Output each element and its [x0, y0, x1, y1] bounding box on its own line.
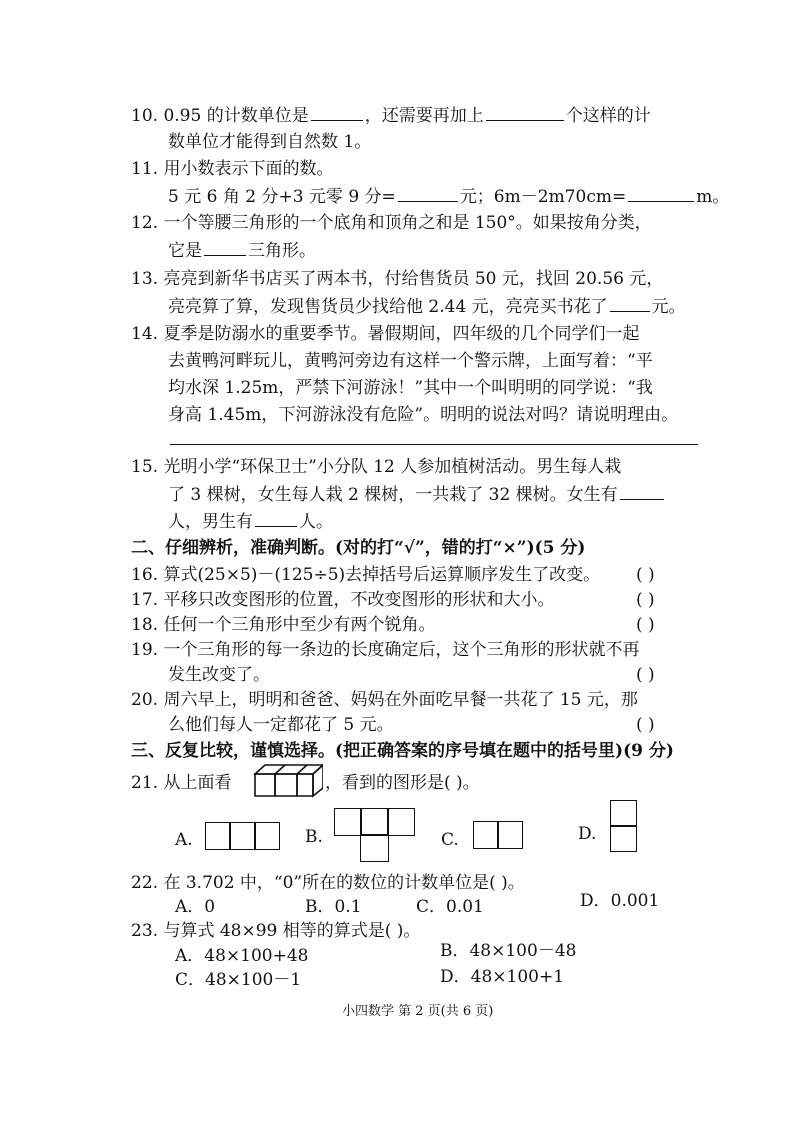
question-text: 一个等腰三角形的一个底角和顶角之和是 150°。如果按角分类，	[163, 213, 652, 233]
question-number: 14.	[131, 324, 159, 344]
question-14-line-2: 去黄鸭河畔玩儿，黄鸭河旁边有这样一个警示牌，上面写着：“平	[168, 351, 653, 371]
square-cell	[205, 822, 231, 850]
question-text: 了 3 棵树，女生每人栽 2 棵树，一共栽了 32 棵树。女生有	[168, 485, 618, 505]
question-14-line-1	[131, 323, 639, 345]
question-text: 从上面看	[163, 773, 232, 793]
question-text: ，还需要再加上	[364, 106, 484, 126]
question-text: 三角形。	[248, 241, 316, 261]
question-text: 个这样的计	[565, 106, 651, 126]
square-cell	[610, 825, 637, 852]
answer-parentheses[interactable]: ( )	[636, 615, 655, 635]
question-number: 15.	[131, 457, 159, 477]
question-13-line-1	[131, 268, 663, 290]
square-cell	[334, 808, 362, 836]
question-14-line-3: 均水深 1.25m，严禁下河游泳！”其中一个叫明明的同学说：“我	[168, 378, 653, 398]
option-b-figure[interactable]	[334, 808, 415, 862]
question-number: 16.	[131, 565, 159, 585]
square-cell	[473, 821, 499, 849]
question-number: 22.	[131, 873, 159, 893]
question-15-line-2	[168, 483, 666, 506]
square-cell	[360, 834, 389, 862]
question-23	[131, 920, 420, 942]
question-text: m。	[696, 187, 730, 207]
question-number: 20.	[131, 690, 159, 710]
answer-parentheses[interactable]: ( )	[636, 565, 655, 585]
question-11-line-1	[131, 158, 333, 180]
option-d-figure[interactable]	[610, 800, 637, 852]
question-15-line-1	[131, 456, 621, 478]
option-a[interactable]: A．0	[175, 897, 216, 917]
question-number: 21.	[131, 773, 159, 793]
square-cell	[229, 822, 256, 850]
option-b-label[interactable]: B.	[305, 827, 323, 847]
answer-parentheses[interactable]: ( )	[636, 665, 655, 685]
square-cell	[610, 800, 637, 827]
square-cell	[360, 808, 389, 836]
question-19-line-2: 发生改变了。	[168, 665, 270, 685]
question-12-line-2	[168, 239, 316, 262]
question-15-line-3	[168, 510, 333, 533]
answer-blank[interactable]	[204, 239, 246, 256]
question-text: 在 3.702 中，“0”所在的数位的计数单位是( )。	[163, 873, 525, 893]
question-13-line-2	[168, 295, 686, 318]
question-text: 人。	[299, 512, 333, 532]
section-3-heading: 三、反复比较，谨慎选择。(把正确答案的序号填在题中的括号里)(9 分)	[131, 741, 674, 761]
question-text: 光明小学“环保卫士”小分队 12 人参加植树活动。男生每人栽	[163, 457, 622, 477]
question-text: 一个三角形的每一条边的长度确定后，这个三角形的形状就不再	[163, 640, 640, 660]
question-12-line-1	[131, 212, 652, 234]
option-c[interactable]: C．48×100－1	[175, 970, 302, 990]
answer-blank[interactable]	[398, 185, 458, 202]
option-a-label[interactable]: A.	[175, 830, 193, 850]
answer-blank[interactable]	[628, 185, 694, 202]
question-number: 17.	[131, 590, 159, 610]
answer-blank[interactable]	[486, 104, 564, 121]
question-20-line-2: 么他们每人一定都花了 5 元。	[168, 715, 394, 735]
question-text: 5 元 6 角 2 分+3 元零 9 分=	[168, 187, 396, 207]
question-number: 10.	[131, 106, 159, 126]
option-d-label[interactable]: D.	[578, 824, 597, 844]
question-number: 18.	[131, 615, 159, 635]
square-cell	[387, 808, 415, 836]
question-text: 夏季是防溺水的重要季节。暑假期间，四年级的几个同学们一起	[163, 324, 640, 344]
question-19-line-1	[131, 639, 639, 661]
question-17	[131, 589, 554, 611]
question-10-line-1	[131, 104, 651, 127]
option-b[interactable]: B．0.1	[305, 897, 362, 917]
question-text: 任何一个三角形中至少有两个锐角。	[163, 615, 436, 635]
square-cell	[254, 822, 280, 850]
question-20-line-1	[131, 689, 638, 711]
question-text: 周六早上，明明和爸爸、妈妈在外面吃早餐一共花了 15 元，那	[163, 690, 638, 710]
question-number: 12.	[131, 213, 159, 233]
question-18	[131, 614, 435, 636]
option-c-label[interactable]: C.	[441, 830, 459, 850]
question-text: 亮亮到新华书店买了两本书，付给售货员 50 元，找回 20.56 元，	[163, 269, 664, 289]
question-text: 0.95 的计数单位是	[163, 106, 309, 126]
option-d[interactable]: D．0.001	[580, 891, 660, 911]
question-14-line-4: 身高 1.45m，下河游泳没有危险”。明明的说法对吗？请说明理由。	[168, 405, 679, 425]
question-16	[131, 564, 600, 586]
question-text: 元；6m－2m70cm=	[459, 187, 627, 207]
question-text: 亮亮算了算，发现售货员少找给他 2.44 元，亮亮买书花了	[168, 297, 608, 317]
page-footer: 小四数学 第 2 页(共 6 页)	[342, 1004, 494, 1019]
question-number: 23.	[131, 921, 159, 941]
question-text: 用小数表示下面的数。	[163, 159, 334, 179]
question-text: 它是	[168, 241, 202, 261]
answer-line[interactable]	[170, 444, 698, 445]
option-d[interactable]: D．48×100+1	[440, 967, 565, 987]
question-text: 元。	[651, 297, 686, 317]
option-c[interactable]: C．0.01	[416, 897, 484, 917]
option-a-figure[interactable]	[205, 822, 280, 850]
question-10-line-2: 数单位才能得到自然数 1。	[168, 132, 372, 152]
question-21-tail: ，看到的图形是( )。	[325, 773, 480, 793]
question-text: 算式(25×5)－(125÷5)去掉括号后运算顺序发生了改变。	[163, 565, 601, 585]
question-11-line-2	[168, 185, 729, 208]
answer-blank[interactable]	[620, 483, 664, 500]
option-c-figure[interactable]	[473, 821, 523, 849]
question-text: 平移只改变图形的位置，不改变图形的形状和大小。	[163, 590, 555, 610]
option-a[interactable]: A．48×100+48	[175, 946, 309, 966]
question-text: 人，男生有	[168, 512, 253, 532]
answer-blank[interactable]	[311, 104, 363, 121]
answer-blank[interactable]	[610, 295, 650, 312]
answer-blank[interactable]	[255, 510, 297, 527]
question-number: 13.	[131, 269, 159, 289]
answer-parentheses[interactable]: ( )	[636, 715, 655, 735]
question-text: 与算式 48×99 相等的算式是( )。	[163, 921, 421, 941]
square-cell	[497, 821, 523, 849]
question-22	[131, 872, 525, 894]
answer-parentheses[interactable]: ( )	[636, 590, 655, 610]
section-2-heading: 二、仔细辨析，准确判断。(对的打“√”，错的打“×”)(5 分)	[131, 538, 586, 558]
cube-stack-figure	[253, 762, 323, 798]
question-number: 19.	[131, 640, 159, 660]
question-21-line	[131, 772, 231, 794]
option-b[interactable]: B．48×100－48	[440, 941, 577, 961]
question-number: 11.	[131, 159, 159, 179]
